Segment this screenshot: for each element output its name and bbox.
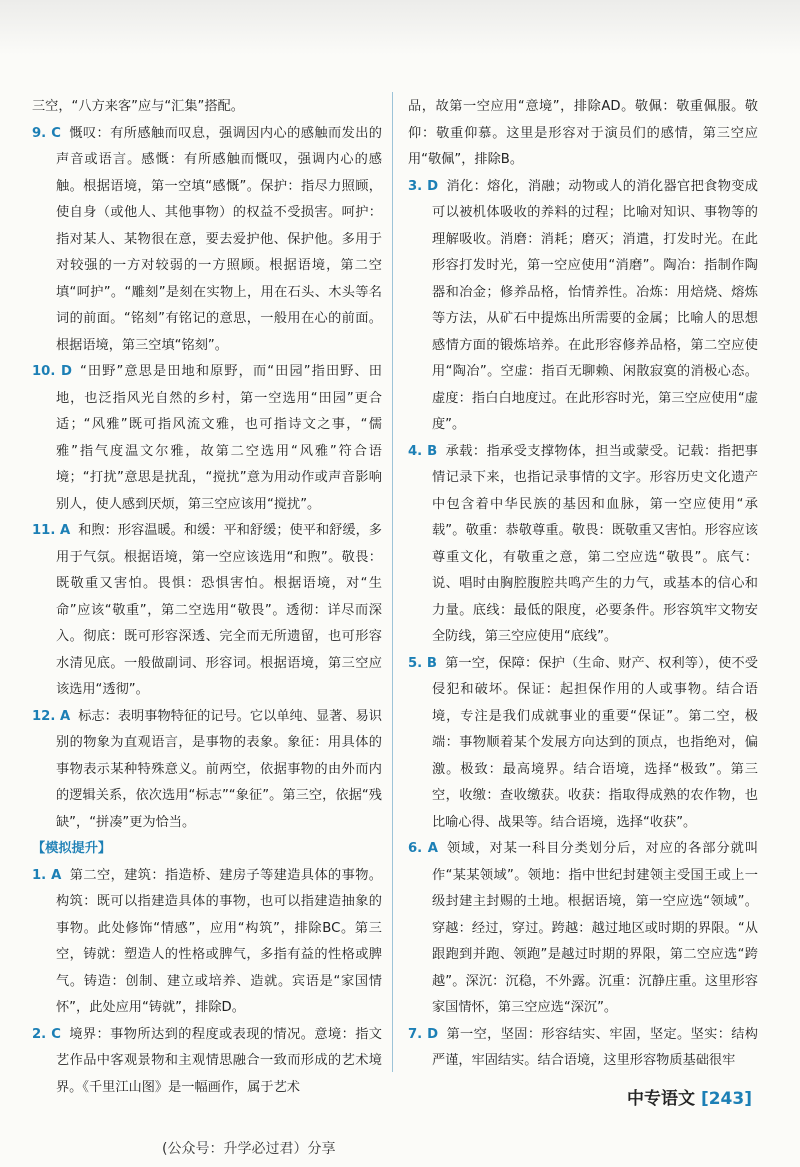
question-number: 5. B (408, 655, 437, 671)
answer-text: 标志：表明事物特征的记号。它以单纯、显著、易识别的物象为直观语言，是事物的表象。象征：用具体的事物表示某种特殊意义。前两空，依据事物的由外而内的逻辑关系，依次选用“标志”“象征”。第三空，依据“残缺”，“拼凑”更为恰当。 (56, 708, 382, 830)
answer-text: 慨叹：有所感触而叹息，强调因内心的感触而发出的声音或语言。感慨：有所感触而慨叹，强调内心的感触。根据语境，第一空填“感慨”。保护：指尽力照顾，使自身（或他人、其他事物）的权益不受损害。呵护：指对某人、某物很在意，要去爱护他、保护他。多用于对较强的一方对较弱的一方照顾。根据语境，第二空填“呵护”。“雕刻”是刻在实物上，用在石头、木头等名词的前面。“铭刻”有铭记的意思，一般用在心的前面。根据语境，第三空填“铭刻”。 (56, 125, 382, 353)
answer-text: 境界：事物所达到的程度或表现的情况。意境：指文艺作品中客观景物和主观情思融合一致而形成的艺术境界。《千里江山图》是一幅画作，属于艺术 (56, 1026, 382, 1095)
answer-entry (32, 704, 382, 837)
footer-page-number: [243] (700, 1089, 752, 1109)
answer-text: 承载：指承受支撑物体，担当或蒙受。记载：指把事情记录下来，也指记录事情的文字。形容历史文化遗产中包含着中华民族的基因和血脉，第一空应使用“承载”。敬重：恭敬尊重。敬畏：既敬重又害怕。形容应该尊重文化，有敬重之意，第二空应选“敬畏”。底气：说、唱时由胸腔腹腔共鸣产生的力气，或基本的信心和力量。底线：最低的限度，必要条件。形容筑牢文物安全防线，第三空应使用“底线”。 (432, 443, 758, 644)
answer-entry (32, 518, 382, 704)
answer-entry (408, 651, 758, 837)
question-number: 1. A (32, 867, 62, 883)
page-top-shadow (0, 0, 800, 55)
question-number: 6. A (408, 841, 438, 856)
question-number: 7. D (408, 1026, 439, 1042)
question-number: 10. D (32, 364, 72, 379)
question-number: 3. D (408, 178, 439, 194)
answer-entry (408, 1022, 758, 1075)
answer-entry (32, 359, 382, 518)
column-divider (392, 92, 393, 1072)
section-heading: 【模拟提升】 (32, 841, 112, 856)
answer-text: 领域，对某一科目分类划分后，对应的各部分就叫作“某某领域”。领地：指中世纪封建领主受国王或上一级封建主封赐的土地。根据语境，第一空应选“领域”。穿越：经过，穿过。跨越：越过地区或时期的界限。“从跟跑到并跑、领跑”是越过时期的界限，第二空应选“跨越”。深沉：沉稳，不外露。沉重：沉静庄重。这里形容家国情怀，第三空应选“深沉”。 (432, 841, 759, 1015)
question-number: 4. B (408, 443, 438, 459)
footer-subject: 中专语文 (627, 1089, 696, 1109)
answer-text: 第一空，坚固：形容结实、牢固，坚定。坚实：结构严谨，牢固结实。结合语境，这里形容物质基础很牢 (432, 1026, 758, 1068)
answer-entry (32, 1022, 382, 1102)
left-column (32, 94, 382, 1101)
answer-entry (32, 863, 382, 1022)
answer-entry (408, 439, 758, 651)
question-number: 12. A (32, 708, 71, 724)
page-footer (627, 1084, 752, 1109)
answer-text: “田野”意思是田地和原野，而“田园”指田野、田地，也泛指风光自然的乡村，第一空选用“田园”更合适；“风雅”既可指风流文雅，也可指诗文之事，“儒雅”指气度温文尔雅，故第二空选用“风雅”符合语境；“打扰”意思是扰乱，“搅扰”意为用动作或声音影响别人，使人感到厌烦，第三空应该用“搅扰”。 (56, 364, 382, 512)
answer-entry (32, 121, 382, 360)
answer-entry (408, 836, 758, 1022)
right-column (408, 94, 758, 1075)
answer-entry: 品，故第一空应用“意境”，排除AD。敬佩：敬重佩服。敬仰：敬重仰慕。这里是形容对于演员们的感情，第三空应用“敬佩”，排除B。 (408, 99, 758, 167)
question-number: 2. C (32, 1026, 61, 1042)
answer-entry: 三空，“八方来客”应与“汇集”搭配。 (32, 99, 244, 114)
share-note: (公众号：升学必过君）分享 (162, 1141, 336, 1157)
answer-text: 第二空，建筑：指造桥、建房子等建造具体的事物。构筑：既可以指建造具体的事物，也可以指建造抽象的事物。此处修饰“情感”，应用“构筑”，排除BC。第三空，铸就：塑造人的性格或脾气，多指有益的性格或脾气。铸造：创制、建立或培养、造就。宾语是“家国情怀”，此处应用“铸就”，排除D。 (56, 867, 382, 1015)
answer-text: 消化：熔化，消融；动物或人的消化器官把食物变成可以被机体吸收的养料的过程；比喻对知识、事物等的理解吸收。消磨：消耗；磨灭；消遣，打发时光。在此形容打发时光，第一空应使用“消磨”。陶冶：指制作陶器和冶金；修养品格，怡情养性。冶炼：用焙烧、熔炼等方法，从矿石中提炼出所需要的金属；比喻人的思想感情方面的锻炼培养。在此形容修养品格，第二空应使用“陶冶”。空虚：指百无聊赖、闲散寂寞的消极心态。虚度：指白白地度过。在此形容时光，第三空应使用“虚度”。 (432, 178, 758, 432)
answer-entry (408, 174, 758, 439)
answer-text: 第一空，保障：保护（生命、财产、权利等），使不受侵犯和破坏。保证：起担保作用的人或事物。结合语境，专注是我们成就事业的重要“保证”。第二空，极端：事物顺着某个发展方向达到的顶点，也指绝对，偏激。极致：最高境界。结合语境，选择“极致”。第三空，收缴：查收缴获。收获：指取得成熟的农作物，也比喻心得、战果等。结合语境，选择“收获”。 (432, 655, 758, 830)
question-number: 9. C (32, 125, 61, 141)
answer-text: 和煦：形容温暖。和缓：平和舒缓；使平和舒缓，多用于气氛。根据语境，第一空应该选用“和煦”。敬畏：既敬重又害怕。畏惧：恐惧害怕。根据语境，对“生命”应该“敬重”，第二空选用“敬畏”。透彻：详尽而深入。彻底：既可形容深透、完全而无所遗留，也可形容水清见底。一般做副词、形容词。根据语境，第三空应该选用“透彻”。 (56, 523, 382, 697)
question-number: 11. A (32, 523, 71, 538)
